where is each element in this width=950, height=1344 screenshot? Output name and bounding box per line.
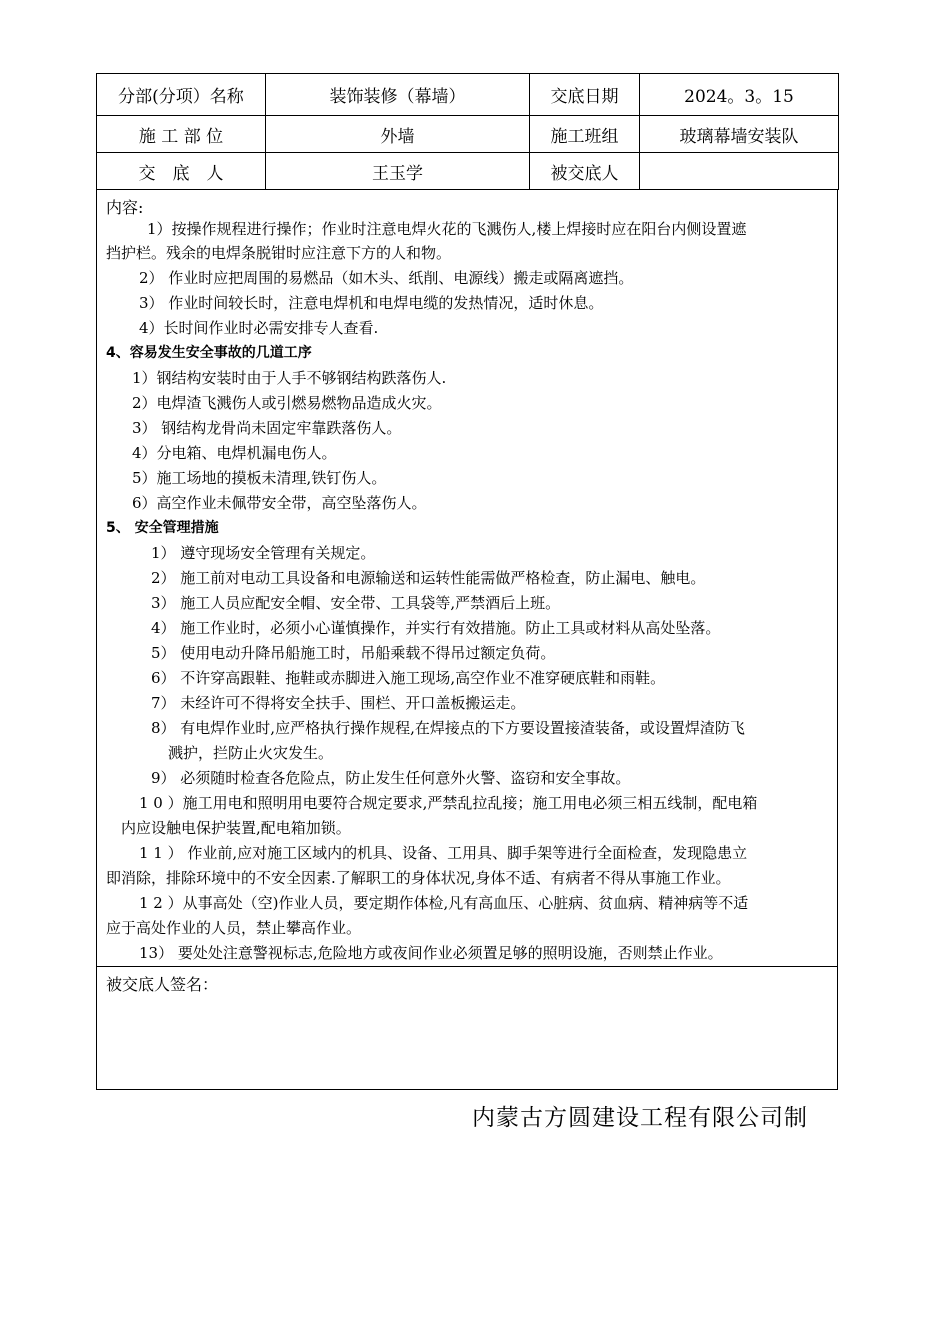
signature-label: 被交底人签名： [106, 975, 219, 994]
content-line: 2） 施工前对电动工具设备和电源输送和运转性能需做严格检查，防止漏电、触电。 [151, 569, 706, 587]
header-table [96, 73, 839, 190]
content-line: 3） 作业时间较长时，注意电焊机和电焊电缆的发热情况，适时休息。 [139, 294, 604, 312]
content-line: 2） 作业时应把周围的易燃品（如木头、纸削、电源线）搬走或隔离遮挡。 [139, 269, 634, 287]
content-line: 应于高处作业的人员，禁止攀高作业。 [106, 919, 362, 937]
content-label: 内容: [106, 198, 144, 217]
value-division-name: 装饰装修（幕墙） [266, 74, 530, 116]
content-line: 13） 要处处注意警视标志,危险地方或夜间作业必须置足够的照明设施，否则禁止作业。 [139, 944, 723, 962]
content-line: 3） 钢结构龙骨尚未固定牢靠跌落伤人。 [132, 419, 402, 437]
content-line: 8） 有电焊作业时,应严格执行操作规程,在焊接点的下方要设置接渣装备，或设置焊渣防飞 [151, 719, 745, 737]
content-line: 5） 使用电动升降吊船施工时，吊船乘载不得吊过额定负荷。 [151, 644, 556, 662]
value-construction-part: 外墙 [266, 116, 530, 153]
content-line: 9） 必须随时检查各危险点，防止发生任何意外火警、盗窃和安全事故。 [151, 769, 631, 787]
content-line: 1）钢结构安装时由于人手不够钢结构跌落伤人. [132, 369, 447, 387]
content-line: 挡护栏。残余的电焊条脱钳时应注意下方的人和物。 [106, 244, 452, 262]
content-line: 溅护，拦防止火灾发生。 [168, 744, 334, 762]
content-line: 6）高空作业未佩带安全带，高空坠落伤人。 [132, 494, 427, 512]
signature-section [96, 967, 838, 1090]
content-line: 2）电焊渣飞溅伤人或引燃易燃物品造成火灾。 [132, 394, 442, 412]
content-line: 1 0 ）施工用电和照明用电要符合规定要求,严禁乱拉乱接；施工用电必须三相五线制，配电箱 [139, 794, 758, 812]
company-footer: 内蒙古方圆建设工程有限公司制 [472, 1105, 808, 1131]
content-line: 3） 施工人员应配安全帽、安全带、工具袋等,严禁酒后上班。 [151, 594, 561, 612]
content-line: 1 2 ）从事高处（空)作业人员，要定期作体检,凡有高血压、心脏病、贫血病、精神病等不适 [139, 894, 749, 912]
content-line: 4）分电箱、电焊机漏电伤人。 [132, 444, 337, 462]
content-line: 4）长时间作业时必需安排专人查看. [139, 319, 379, 337]
content-line: 1）按操作规程进行操作；作业时注意电焊火花的飞溅伤人,楼上焊接时应在阳台内侧设置遮 [147, 220, 747, 238]
label-discloser: 交 底 人 [97, 153, 266, 190]
content-section [96, 190, 838, 967]
value-work-team: 玻璃幕墙安装队 [640, 116, 839, 153]
value-disclosure-date: 2024。3。15 [640, 74, 839, 116]
section-heading: 5、 安全管理措施 [106, 520, 219, 536]
section-heading: 4、容易发生安全事故的几道工序 [106, 345, 312, 361]
content-line: 4） 施工作业时，必须小心谨慎操作，并实行有效措施。防止工具或材料从高处坠落。 [151, 619, 721, 637]
label-construction-part: 施 工 部 位 [97, 116, 266, 153]
label-disclosure-date: 交底日期 [530, 74, 640, 116]
label-work-team: 施工班组 [530, 116, 640, 153]
value-recipient [640, 153, 839, 190]
content-line: 6） 不许穿高跟鞋、拖鞋或赤脚进入施工现场,高空作业不准穿硬底鞋和雨鞋。 [151, 669, 666, 687]
content-line: 1 1 ） 作业前,应对施工区域内的机具、设备、工用具、脚手架等进行全面检查，发现隐患立 [139, 844, 748, 862]
content-line: 内应设触电保护装置,配电箱加锁。 [121, 819, 351, 837]
disclosure-form [96, 73, 837, 1090]
label-division-name: 分部(分项）名称 [97, 74, 266, 116]
content-line: 即消除，排除环境中的不安全因素.了解职工的身体状况,身体不适、有病者不得从事施工作业。 [106, 869, 731, 887]
label-recipient: 被交底人 [530, 153, 640, 190]
value-discloser: 王玉学 [266, 153, 530, 190]
content-line: 5）施工场地的摸板未清理,铁钉伤人。 [132, 469, 387, 487]
content-line: 1） 遵守现场安全管理有关规定。 [151, 544, 376, 562]
content-line: 7） 未经许可不得将安全扶手、围栏、开口盖板搬运走。 [151, 694, 526, 712]
